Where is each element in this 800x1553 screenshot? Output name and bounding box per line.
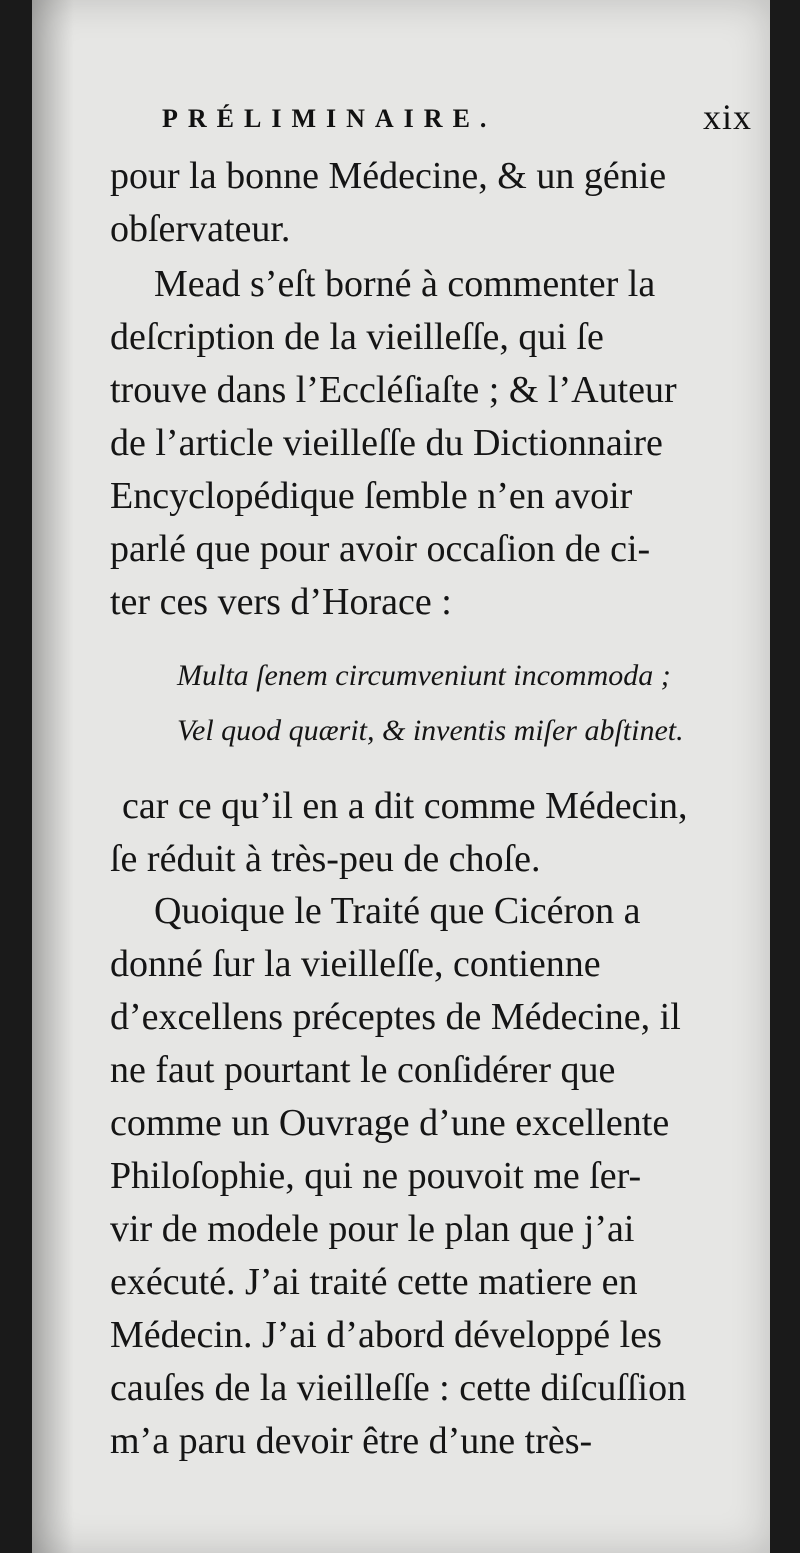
text-line: parlé que pour avoir occaſion de ci- [110, 528, 651, 570]
paragraph-3 [110, 780, 750, 886]
text-line: de l’article vieilleſſe du Dictionnaire [110, 422, 663, 464]
text-line: comme un Ouvrage d’une excellente [110, 1102, 670, 1144]
horace-quote [177, 648, 752, 758]
text-line: ſe réduit à très-peu de choſe. [110, 838, 541, 880]
text-line: car ce qu’il en a dit comme Médecin, [122, 785, 688, 827]
text-line: m’a paru devoir être d’une très- [110, 1420, 593, 1462]
text-line: Encyclopédique ſemble n’en avoir [110, 475, 633, 517]
paragraph-4 [110, 885, 750, 1468]
running-head: PRÉLIMINAIRE. [162, 104, 497, 133]
text-line: Médecin. J’ai d’abord développé les [110, 1314, 662, 1356]
text-line: cauſes de la vieilleſſe : cette diſcuſſion [110, 1367, 687, 1409]
page-number: xix [702, 97, 752, 137]
text-line: trouve dans l’Eccléſiaſte ; & l’Auteur [110, 369, 677, 411]
text-line: Philoſophie, qui ne pouvoit me ſer- [110, 1155, 642, 1197]
text-line: vir de modele pour le plan que j’ai [110, 1208, 635, 1250]
book-page [32, 0, 770, 1553]
text-line: obſervateur. [110, 208, 291, 250]
text-line: pour la bonne Médecine, & un génie [110, 155, 667, 197]
gutter-shadow [32, 0, 74, 1553]
text-line: ne faut pourtant le conſidérer que [110, 1049, 616, 1091]
paragraph-2 [110, 258, 750, 629]
text-line: Mead s’eſt borné à commenter la [154, 263, 656, 305]
paragraph-1 [110, 150, 750, 256]
text-line: exécuté. J’ai traité cette matiere en [110, 1261, 638, 1303]
quote-line: Multa ſenem circumveniunt incommoda ; [177, 659, 671, 692]
text-line: Quoique le Traité que Cicéron a [154, 890, 641, 932]
text-line: d’excellens préceptes de Médecine, il [110, 996, 681, 1038]
text-line: ter ces vers d’Horace : [110, 581, 452, 623]
page-header [162, 96, 752, 146]
text-line: donné ſur la vieilleſſe, contienne [110, 943, 601, 985]
quote-line: Vel quod quærit, & inventis miſer abſtinet. [177, 714, 684, 747]
text-line: deſcription de la vieilleſſe, qui ſe [110, 316, 604, 358]
